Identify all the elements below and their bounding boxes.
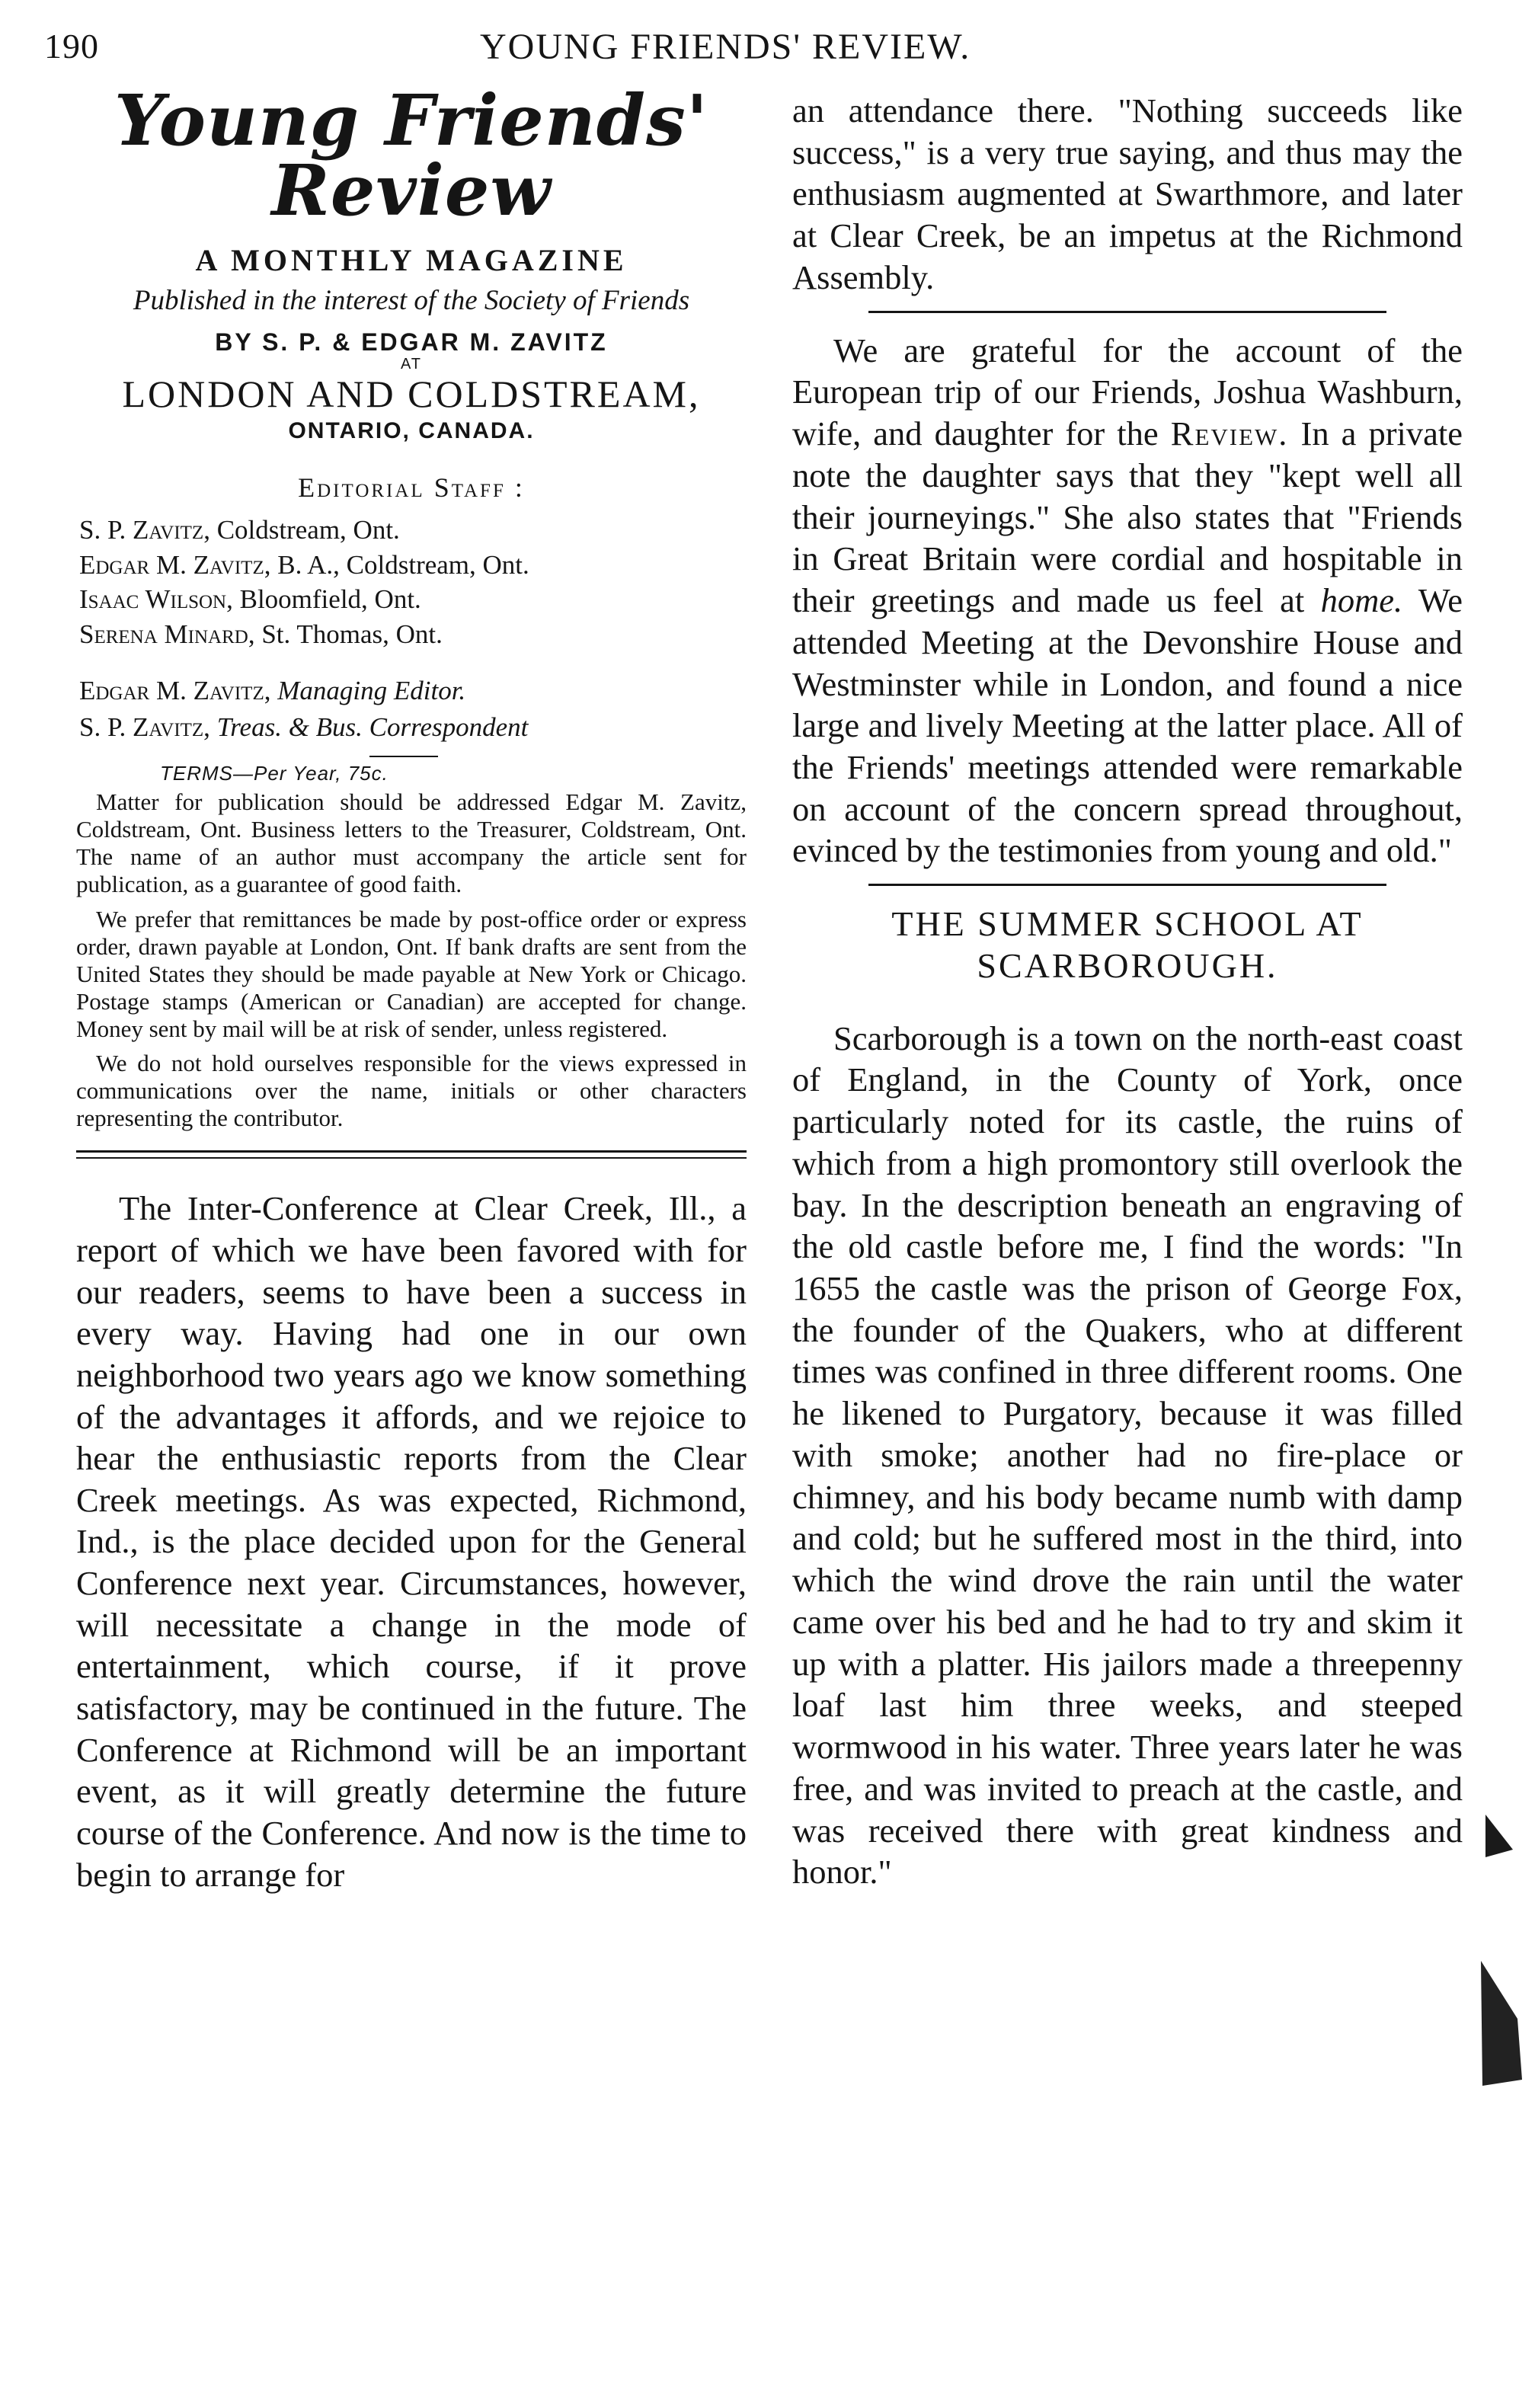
masthead-place: LONDON AND COLDSTREAM, [122,373,701,416]
treasurer-line [79,709,747,745]
europe-text-2: In a private note the daughter says that they "kept well all their journeyings." She also states that "Friends in Great Britain were cordial and hospitable in their greetings and made us feel at [792,414,1463,620]
europe-text-1: We are grateful for the account of the European trip of our Friends, Joshua Washburn, wife, and daughter for the [792,331,1463,453]
left-column [76,79,747,1930]
margin-mark-icon [1484,1813,1514,1859]
running-title: YOUNG FRIENDS' REVIEW. [480,27,971,67]
editorial-paragraph: The Inter-Conference at Clear Creek, Ill., a report of which we have been favored with for our readers, seems to have been a success in every way. Having had one in our own neighborhood two years ago we know something of the advantages it affords, and we rejoice to hear the enthusiastic reports from the Clear Creek meetings. As was expected, Richmond, Ind., is the place decided upon for the General Conference next year. Circumstances, however, will necessitate a change in the mode of entertainment, which course, if it prove satisfactory, may be continued in the future. The Conference at Richmond will be an important event, as it will greatly determine the future course of the Conference. And now is the time to begin to arrange for [76,1189,747,1894]
margin-smudge-icon [1478,1958,1524,2087]
review-word: Review. [1170,414,1289,453]
treasurer-name: S. P. Zavitz, [79,712,210,742]
masthead-region: ONTARIO, CANADA. [288,418,535,444]
staff-location: , B. A., Coldstream, Ont. [264,549,529,580]
masthead-purpose: Published in the interest of the Society of Friends [133,285,690,316]
masthead-double-rule [76,1150,747,1159]
masthead-subtitle: A MONTHLY MAGAZINE [195,243,628,277]
masthead-at: AT [400,356,423,373]
staff-member [79,617,747,652]
page-number: 190 [44,27,99,66]
home-word: home. [1320,581,1403,620]
staff-list [76,513,747,651]
notice-paragraph: We do not hold ourselves responsible for the views expressed in communications over the name, initials or other characters representing the contributor. [76,1050,747,1132]
notice-paragraph: Matter for publication should be addressed Edgar M. Zavitz, Coldstream, Ont. Business letters to the Treasurer, Coldstream, Ont. The name of an author must accompany the article sent for publication, as a guarantee of good faith. [76,788,747,897]
terms-divider [369,756,438,757]
managing-editor-name: Edgar M. Zavitz, [79,676,271,706]
staff-location: , Coldstream, Ont. [203,515,400,545]
staff-location: , St. Thomas, Ont. [248,619,443,649]
staff-name: S. P. Zavitz [79,515,204,545]
staff-heading: Editorial Staff : [298,472,525,504]
staff-member [79,548,747,583]
notice-paragraph: We prefer that remittances be made by post-office order or express order, drawn payable at London, Ont. If bank drafts are sent from the United States they should be made payable at New York or Chicago. Postage stamps (American or Canadian) are accepted for change. Money sent by mail will be at risk of sender, unless registered. [76,905,747,1042]
right-column [792,90,1463,1893]
staff-name: Edgar M. Zavitz [79,549,264,580]
section-divider [868,884,1386,886]
masthead-title: Young Friends' Review [114,79,708,232]
editorial-continuation: an attendance there. "Nothing succeeds like success," is a very true saying, and thus may the enthusiasm augmented at Swarthmore, and later at Clear Creek, be an impetus at the Richmond Assembly. [792,91,1463,296]
staff-name: Isaac Wilson [79,584,227,615]
staff-name: Serena Minard [79,619,248,649]
terms-line: TERMS—Per Year, 75c. [160,761,389,785]
managing-editor-role: Managing Editor. [277,676,466,706]
section-divider [868,311,1386,313]
masthead-publishers: BY S. P. & EDGAR M. ZAVITZ [215,328,608,357]
managers [76,673,747,745]
article-paragraph: Scarborough is a town on the north-east coast of England, in the County of York, once particularly noted for its castle, the ruins of which from a high promontory still overlook the bay. In the description beneath an engraving of the old castle before me, I find the words: "In 1655 the castle was the prison of George Fox, the founder of the Quakers, who at different times was confined in three different rooms. One he likened to Purgatory, because it was filled with smoke; another had no fire-place or chimney, and his body became numb with damp and cold; but he suffered most in the third, into which the wind drove the rain until the water came over his bed and he had to try and skim it up with a platter. His jailors made a threepenny loaf last him three weeks, and steeped wormwood in his water. Three years later he was free, and was invited to preach at the castle, and was received there with great kindness and honor." [792,1019,1463,1892]
managing-editor-line [79,673,747,708]
europe-trip-paragraph [792,330,1463,872]
staff-member [79,513,747,548]
staff-location: , Bloomfield, Ont. [226,584,421,615]
staff-member [79,582,747,617]
treasurer-role: Treas. & Bus. Correspondent [216,712,529,742]
europe-text-3: We attended Meeting at the Devonshire House and Westminster while in London, and found a nice large and lively Meeting at the latter place. All of the Friends' meetings attended were remarkable on account of the concern spread throughout, evinced by the testimonies from young and old." [792,581,1463,870]
article-heading: THE SUMMER SCHOOL AT SCARBOROUGH. [891,904,1364,986]
